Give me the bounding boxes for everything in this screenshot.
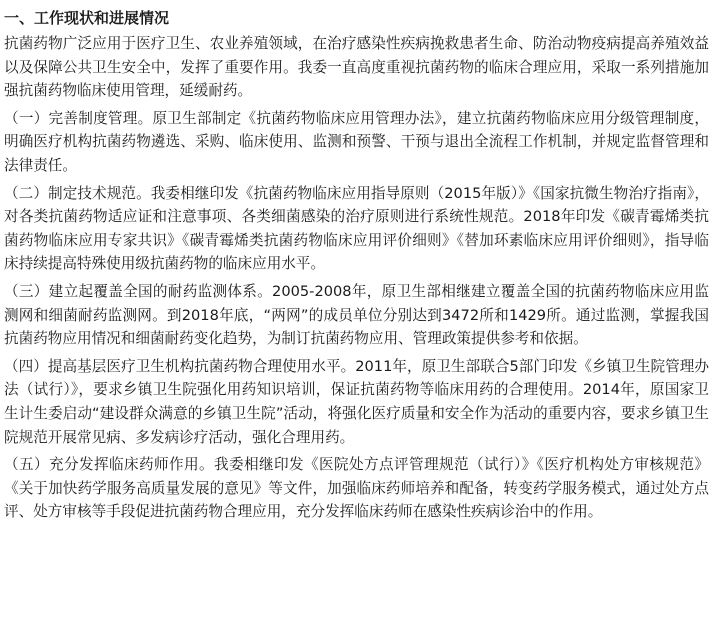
- section-heading: 一、工作现状和进展情况: [4, 9, 170, 27]
- paragraph-technical-standards: （二）制定技术规范。我委相继印发《抗菌药物临床应用指导原则（2015年版）》《国家抗微生物治疗指南》，对各类抗菌药物适应证和注意事项、各类细菌感染的治疗原则进行系统性规范。2018年印发《碳青霉烯类抗菌药物临床应用专家共识》《碳青霉烯类抗菌药物临床应用评价细则》《替加环素临床应用评价细则》，指导临床持续提高特殊使用级抗菌药物的临床应用水平。: [4, 184, 709, 273]
- paragraph-system-management: （一）完善制度管理。原卫生部制定《抗菌药物临床应用管理办法》，建立抗菌药物临床应用分级管理制度，明确医疗机构抗菌药物遴选、采购、临床使用、监测和预警、干预与退出全流程工作机制，并规定监督管理和法律责任。: [4, 109, 709, 174]
- paragraph-intro: 抗菌药物广泛应用于医疗卫生、农业养殖领域，在治疗感染性疾病挽救患者生命、防治动物疫病提高养殖效益以及保障公共卫生安全中，发挥了重要作用。我委一直高度重视抗菌药物的临床合理应用，采取一系列措施加强抗菌药物临床使用管理，延缓耐药。: [4, 35, 709, 100]
- paragraph-grassroots-institutions: （四）提高基层医疗卫生机构抗菌药物合理使用水平。2011年，原卫生部联合5部门印发《乡镇卫生院管理办法（试行）》，要求乡镇卫生院强化用药知识培训，保证抗菌药物等临床用药的合理使用。2014年，原国家卫生计生委启动“建设群众满意的乡镇卫生院”活动，将强化医疗质量和安全作为活动的重要内容，要求乡镇卫生院规范开展常见病、多发病诊疗活动，强化合理用药。: [4, 357, 709, 446]
- paragraph-monitoring-system: （三）建立起覆盖全国的耐药监测体系。2005-2008年，原卫生部相继建立覆盖全国的抗菌药物临床应用监测网和细菌耐药监测网。到2018年底，“两网”的成员单位分别达到3472所和1429所。通过监测，掌握我国抗菌药物应用情况和细菌耐药变化趋势，为制订抗菌药物应用、管理政策提供参考和依据。: [4, 282, 709, 348]
- paragraph-clinical-pharmacists: （五）充分发挥临床药师作用。我委相继印发《医院处方点评管理规范（试行）》《医疗机构处方审核规范》《关于加快药学服务高质量发展的意见》等文件，加强临床药师培养和配备，转变药学服务模式，通过处方点评、处方审核等手段促进抗菌药物合理应用，充分发挥临床药师在感染性疾病诊治中的作用。: [4, 456, 709, 521]
